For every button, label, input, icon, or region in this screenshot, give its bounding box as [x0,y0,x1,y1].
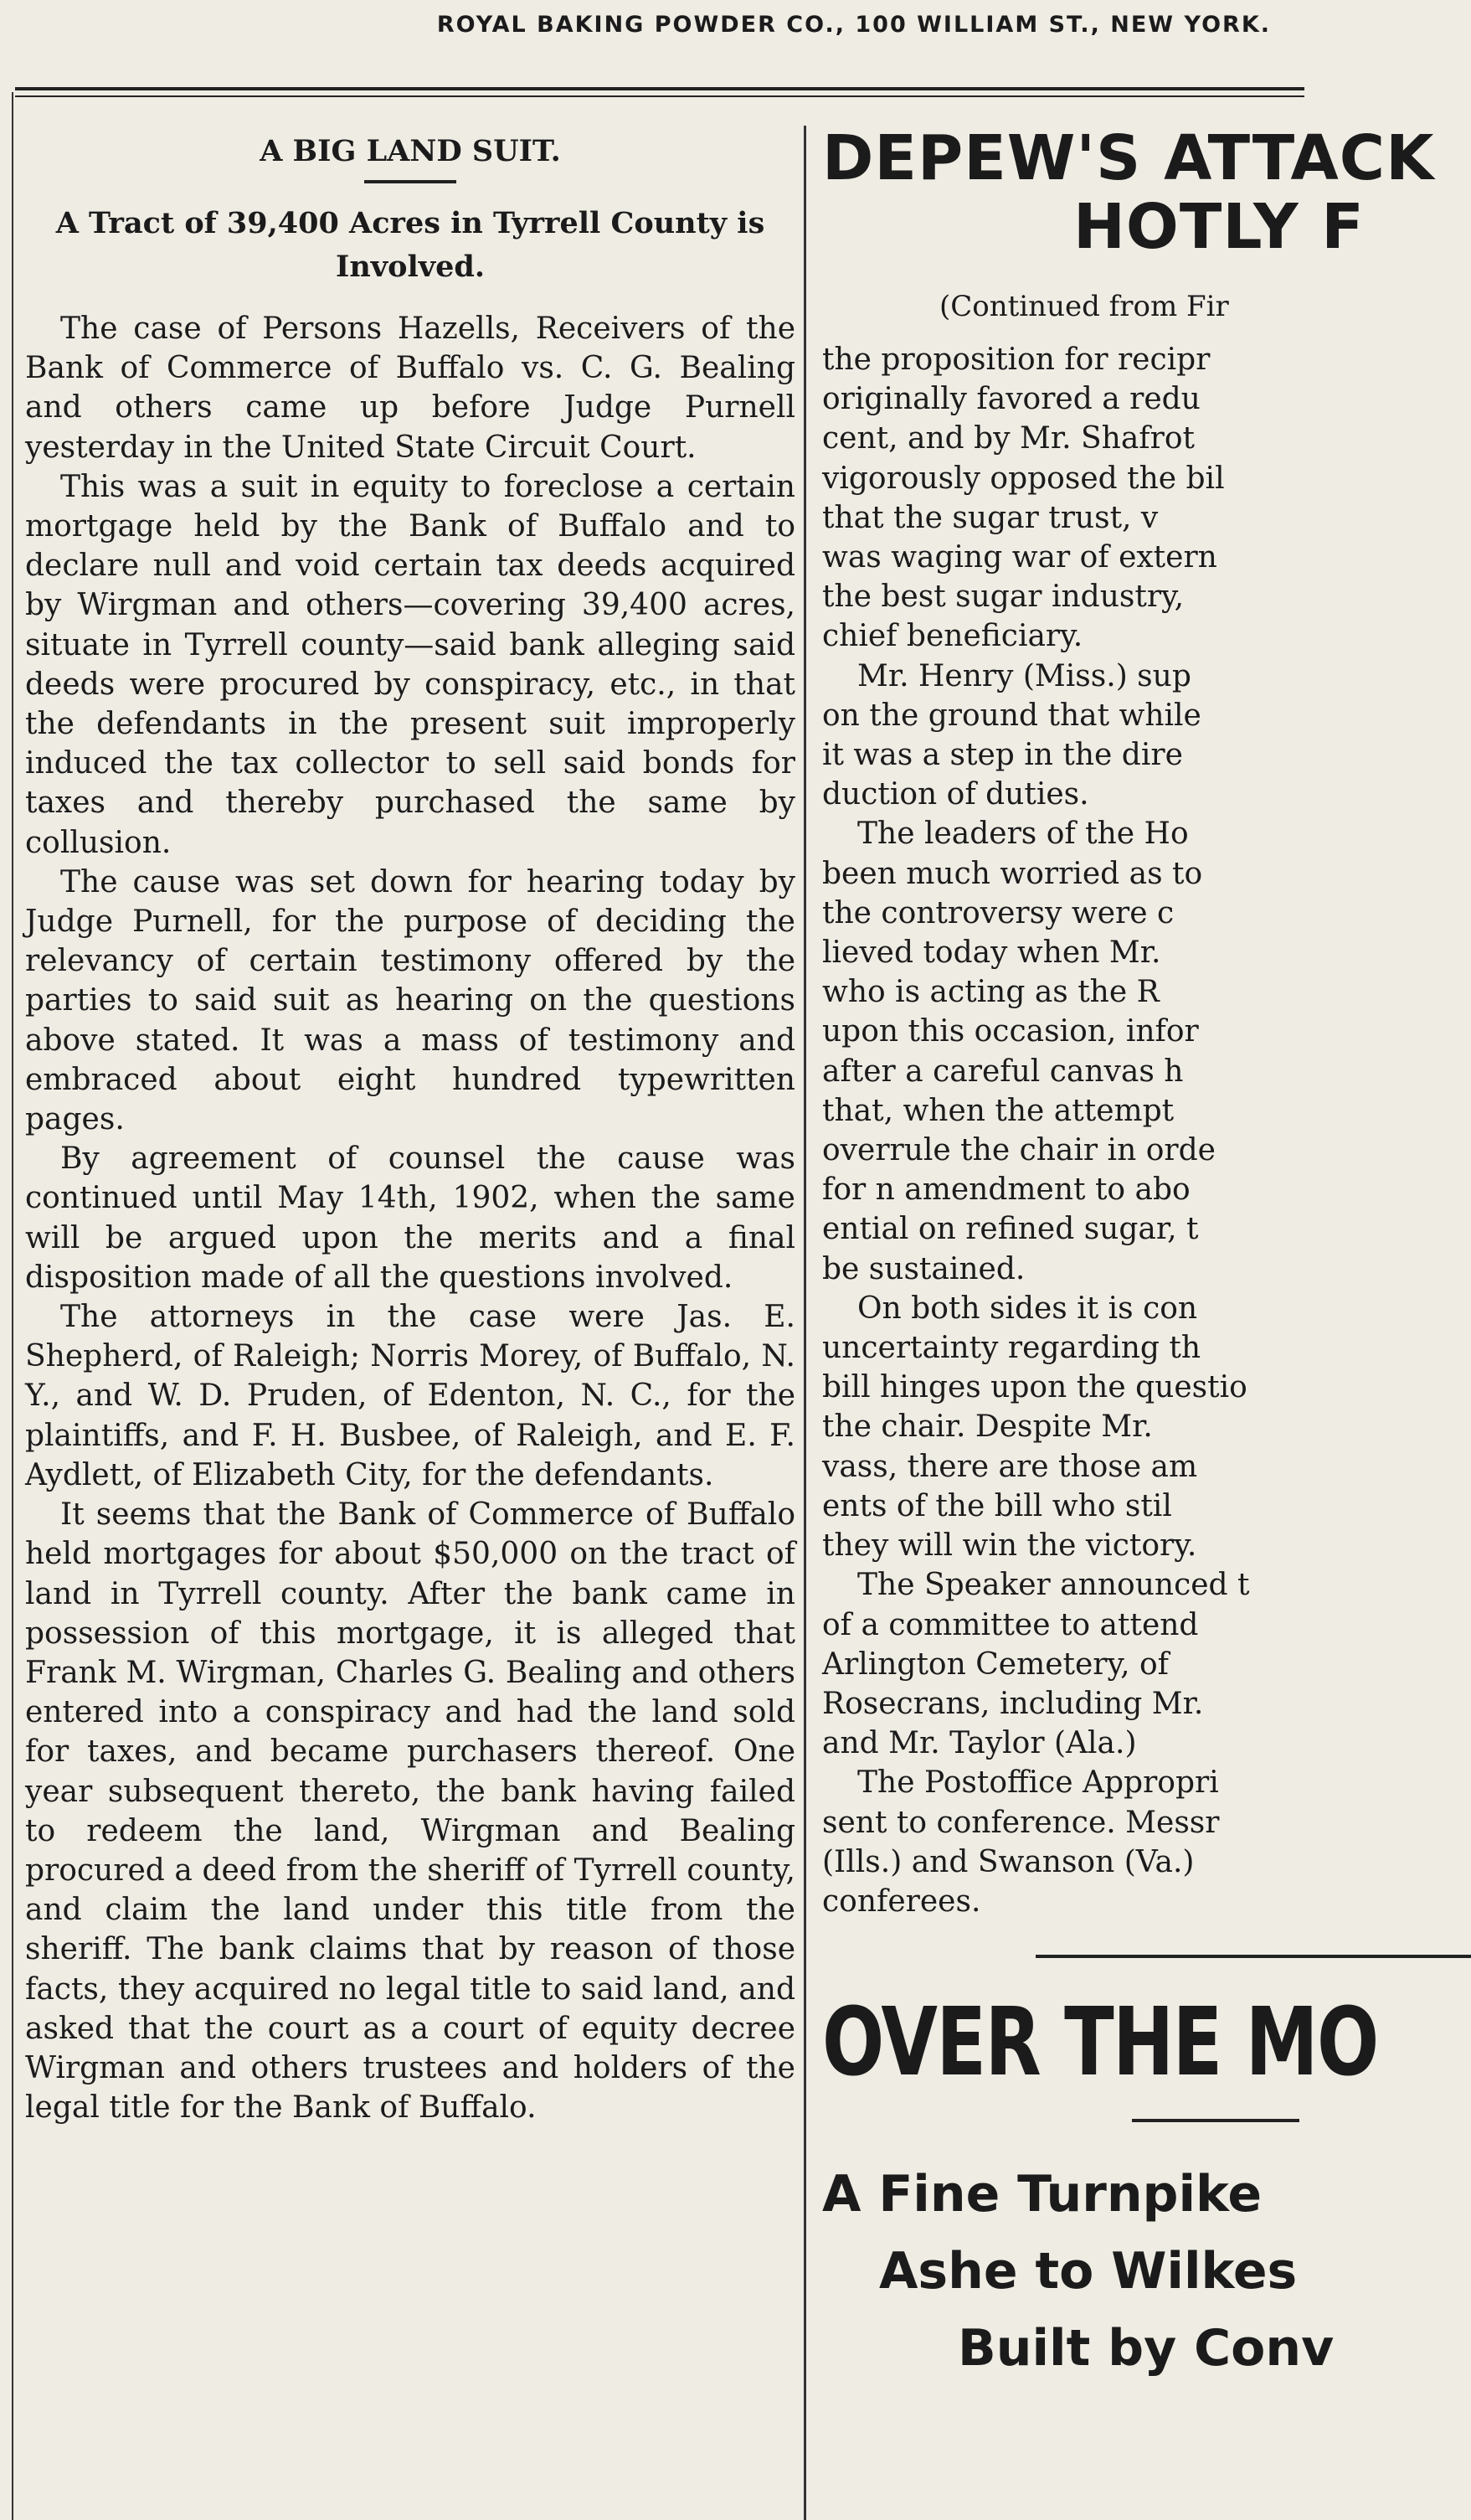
article-paragraph: The cause was set down for hearing today by Judge Purnell, for the purpose of deciding the relevancy of certain testimony offered by the parties to said suit as hearing on the questions above stated. It was a mass of testimony and embraced about eight hundred typewritten pages. [25,864,795,1137]
article-line: originally favored a redu [822,382,1201,417]
article-line: ential on refined sugar, t [822,1212,1199,1247]
next-article-headline: OVER THE MO [822,1988,1378,2098]
article-paragraph: This was a suit in equity to foreclose a certain mortgage held by the Bank of Buffalo and to declare null and void certain tax deeds acquired by Wirgman and others—covering 39,400 acres, situate in Tyrrell county—said bank alleging said deeds were procured by conspiracy, etc., in that the defendants in the present suit improperly induced the tax collector to sell said bonds for taxes and thereby purchased the same by collusion. [25,469,795,860]
article-line: and Mr. Taylor (Ala.) [822,1726,1137,1761]
article-line: sent to conference. Messr [822,1805,1220,1840]
continued-note: (Continued from Fir [939,290,1229,323]
masthead-ad-line: ROYAL BAKING POWDER CO., 100 WILLIAM ST., NEW YORK. [436,12,1271,38]
column-divider [804,126,806,2520]
article-line: that the sugar trust, v [822,500,1159,535]
article-line: they will win the victory. [822,1528,1197,1564]
article-line: on the ground that while [822,698,1201,733]
article-body [25,309,795,2127]
depew-body [822,340,1341,1921]
article-line: ents of the bill who stil [822,1488,1172,1523]
article-line: the proposition for recipr [822,343,1211,377]
depew-headline-line1: DEPEW'S ATTACK [822,122,1435,194]
article-line: that, when the attempt [822,1093,1175,1128]
article-line: uncertainty regarding th [822,1331,1201,1366]
article-line: The Speaker announced t [857,1568,1250,1603]
article-line: after a careful canvas h [822,1054,1184,1089]
next-article-rule [1132,2119,1299,2122]
article-line: the chair. Despite Mr. [822,1409,1153,1445]
article-headline: A BIG LAND SUIT. [260,134,561,168]
next-article-subhead-1: A Fine Turnpike [822,2165,1263,2224]
article-line: cent, and by Mr. Shafrot [822,421,1195,456]
article-line: the controversy were c [822,895,1175,930]
article-line: Rosecrans, including Mr. [822,1686,1204,1721]
article-line: vigorously opposed the bil [822,461,1225,496]
article-line: The leaders of the Ho [857,817,1189,852]
article-paragraph: It seems that the Bank of Commerce of Buffalo held mortgages for about $50,000 on the tract of land in Tyrrell county. After the bank came in possession of this mortgage, it is alleged that Frank M. Wirgman, Charles G. Bealing and others entered into a conspiracy and had the land sold for taxes, and became purchasers thereof. One year subsequent thereto, the bank having failed to redeem the land, Wirgman and Bealing procured a deed from the sheriff of Tyrrell county, and claim the land under this title from the sheriff. The bank claims that by reason of those facts, they acquired no legal title to said land, and asked that the court as a court of equity decree Wirgman and others trustees and holders of the legal title for the Bank of Buffalo. [25,1497,795,2126]
article-line: upon this occasion, infor [822,1014,1199,1049]
article-line: Mr. Henry (Miss.) sup [857,658,1191,693]
article-line: vass, there are those am [822,1449,1198,1484]
article-line: On both sides it is con [857,1291,1198,1326]
article-line: who is acting as the R [822,975,1160,1010]
article-line: it was a step in the dire [822,738,1183,773]
article-line: the best sugar industry, [822,580,1185,615]
article-line: of a committee to attend [822,1607,1199,1642]
article-subhead: A Tract of 39,400 Acres in Tyrrell County is Involved. [55,206,765,284]
article-paragraph: The case of Persons Hazells, Receivers of the Bank of Commerce of Buffalo vs. C. G. Bealing and others came up before Judge Purnell yesterday in the United State Circuit Court. [25,312,795,465]
land-suit-article [25,124,795,2127]
depew-headline-line2: HOTLY F [1073,191,1365,263]
article-line: been much worried as to [822,856,1203,891]
next-article-subhead-3: Built by Conv [958,2319,1335,2378]
article-line: for n amendment to abo [822,1172,1191,1208]
header-double-rule [15,87,1304,97]
article-line: bill hinges upon the questio [822,1370,1247,1405]
article-line: was waging war of extern [822,540,1217,575]
article-line: overrule the chair in orde [822,1133,1216,1168]
left-border-line [12,92,13,2520]
article-line: be sustained. [822,1251,1026,1286]
article-line: The Postoffice Appropri [857,1765,1219,1801]
article-line: Arlington Cemetery, of [822,1647,1169,1682]
article-paragraph: By agreement of counsel the cause was continued until May 14th, 1902, when the same will be argued upon the merits and a final disposition made of all the questions involved. [25,1141,795,1295]
article-line: (Ills.) and Swanson (Va.) [822,1844,1195,1879]
article-line: chief beneficiary. [822,619,1083,654]
article-line: duction of duties. [822,777,1089,812]
article-line: conferees. [822,1884,981,1919]
headline-rule [364,180,456,183]
article-separator-rule [1036,1955,1471,1958]
next-article-subhead-2: Ashe to Wilkes [879,2242,1298,2301]
article-paragraph: The attorneys in the case were Jas. E. Shepherd, of Raleigh; Norris Morey, of Buffalo, N. Y., and W. D. Pruden, of Edenton, N. C., for the plaintiffs, and F. H. Busbee, of Raleigh, and E. F. Aydlett, of Elizabeth City, for the defendants. [25,1300,795,1492]
depew-article [822,122,1435,2387]
article-line: lieved today when Mr. [822,935,1161,971]
